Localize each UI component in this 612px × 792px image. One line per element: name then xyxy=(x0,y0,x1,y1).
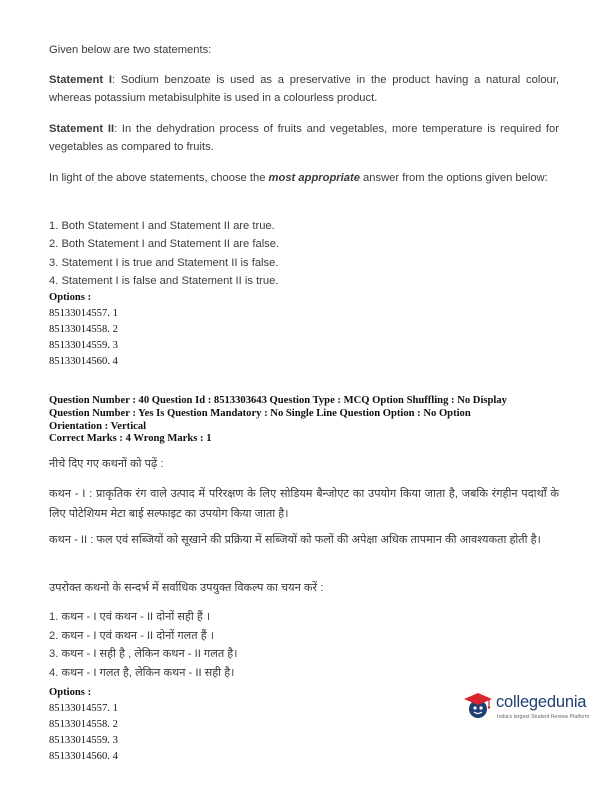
english-instruction xyxy=(49,169,559,187)
logo-tagline: India's largest Student Review Platform xyxy=(497,714,590,720)
question-meta-line: Orientation : Vertical xyxy=(49,420,147,432)
hindi-instruction: उपरोक्त कथनो के सन्दर्भ में सर्वाधिक उपयुक्त विकल्प का चयन करें : xyxy=(49,582,324,594)
english-option: 3. Statement I is true and Statement II is false. xyxy=(49,256,279,269)
english-statement-2 xyxy=(49,120,559,156)
option-id: 85133014557. 1 xyxy=(49,308,118,319)
option-id: 85133014558. 2 xyxy=(49,719,118,730)
statement-1-text: : Sodium benzoate is used as a preservative in the product having a natural colour, whereas potassium metabisulphite is used in a colourless product. xyxy=(49,74,559,104)
english-statement-1 xyxy=(49,71,559,107)
graduation-cap-icon xyxy=(462,690,494,722)
hindi-options-list xyxy=(49,608,559,683)
instruction-text-start: In light of the above statements, choose the xyxy=(49,172,269,184)
hindi-option: 2. कथन - I एवं कथन - II दोनों गलत हैं । xyxy=(49,629,214,642)
option-id: 85133014558. 2 xyxy=(49,324,118,335)
hindi-option: 4. कथन - I गलत है, लेकिन कथन - II सही है। xyxy=(49,667,235,680)
hindi-statement-2: कथन - II : फल एवं सब्जियों को सूखाने की प्रक्रिया में सब्जियों को फलों की अपेक्षा अधिक तापमान की आवश्यकता होती है। xyxy=(49,534,541,546)
english-option: 1. Both Statement I and Statement II are true. xyxy=(49,220,275,232)
option-id: 85133014557. 1 xyxy=(49,703,118,714)
english-option: 4. Statement I is false and Statement II is true. xyxy=(49,275,279,288)
options-id-block-1 xyxy=(49,290,559,370)
english-options-list xyxy=(49,217,559,291)
statement-2-label: Statement II xyxy=(49,123,115,135)
collegedunia-logo xyxy=(462,690,592,726)
options-label: Options : xyxy=(49,687,92,698)
hindi-option: 1. कथन - I एवं कथन - II दोनों सही हैं । xyxy=(49,611,211,623)
english-intro: Given below are two statements: xyxy=(49,44,212,56)
option-id: 85133014559. 3 xyxy=(49,340,118,351)
instruction-text-end: answer from the options given below: xyxy=(359,172,548,184)
option-id: 85133014560. 4 xyxy=(49,356,118,367)
question-meta xyxy=(49,395,574,446)
instruction-emphasis: most appropriate xyxy=(268,172,360,184)
options-label: Options : xyxy=(49,292,92,303)
question-marks: Correct Marks : 4 Wrong Marks : 1 xyxy=(49,433,212,445)
logo-wordmark: collegedunia xyxy=(496,693,587,711)
option-id: 85133014560. 4 xyxy=(49,751,118,762)
hindi-statement-1: कथन - I : प्राकृतिक रंग वाले उत्पाद में परिरक्षण के लिए सोडियम बैन्जोएट का उपयोग किया जाता है, जबकि रंगहीन पदार्थों के लिए पोटेशियम मेटा बाई सल्फाइट का उपयोग किया जाता है। xyxy=(49,488,559,520)
option-id: 85133014559. 3 xyxy=(49,735,118,746)
hindi-intro: नीचे दिए गए कथनों को पढ़ें : xyxy=(49,458,164,470)
statement-1-label: Statement I xyxy=(49,74,112,86)
question-meta-line: Question Number : Yes Is Question Mandatory : No Single Line Question Option : No Option xyxy=(49,407,471,419)
statement-2-text: : In the dehydration process of fruits and vegetables, more temperature is required for vegetables as compared to fruits. xyxy=(49,123,559,153)
question-meta-line: Question Number : 40 Question Id : 8513303643 Question Type : MCQ Option Shuffling : No Display xyxy=(49,395,507,406)
english-option: 2. Both Statement I and Statement II are false. xyxy=(49,238,280,251)
hindi-option: 3. कथन - I सही है , लेकिन कथन - II गलत है। xyxy=(49,648,238,661)
